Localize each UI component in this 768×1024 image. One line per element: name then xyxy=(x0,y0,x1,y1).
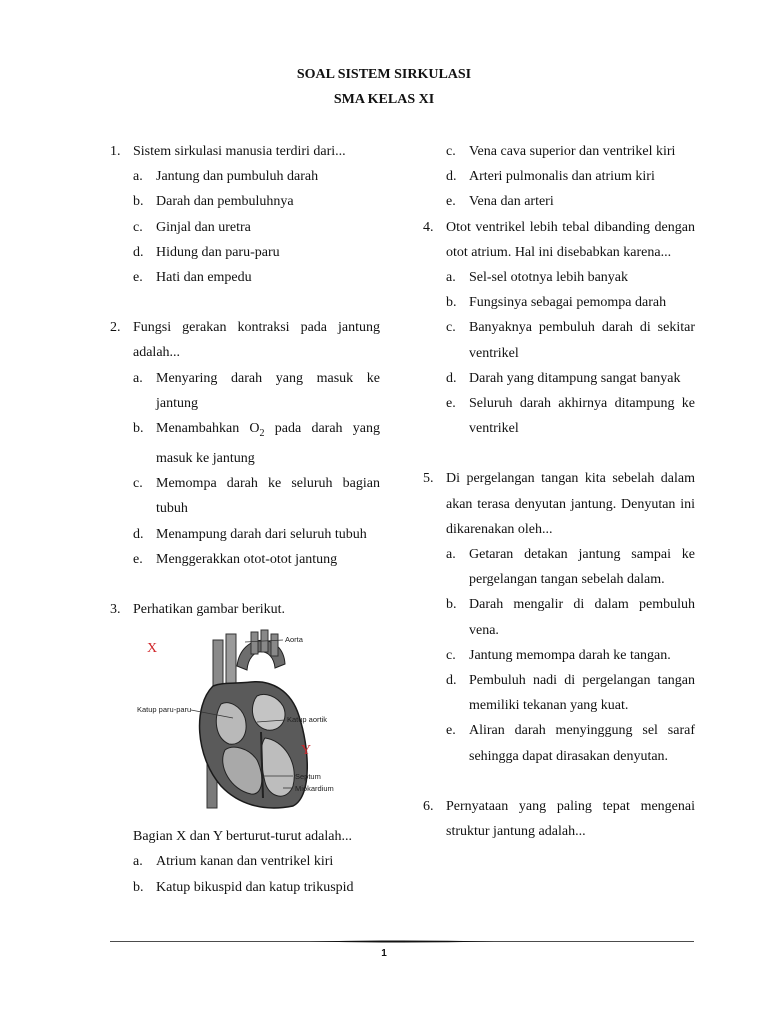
question-1 xyxy=(110,139,380,164)
option xyxy=(110,265,380,290)
option-text: Menampung darah dari seluruh tubuh xyxy=(156,526,367,542)
option-text: Menambahkan $O_2$ pada darah yang masuk ke jantung xyxy=(156,421,380,467)
option-letter: c. xyxy=(133,219,143,235)
label-miokardium: Miokardium xyxy=(295,784,334,794)
question-text: Fungsi gerakan kontraksi pada jantung adalah... xyxy=(133,320,380,361)
page-subtitle: SMA KELAS XI xyxy=(333,92,435,107)
question-number: 6. xyxy=(423,798,434,814)
option-text: Getaran detakan jantung sampai ke pergelangan tangan sebelah dalam. xyxy=(469,547,695,588)
right-column xyxy=(423,139,695,844)
left-column xyxy=(110,139,380,900)
question-3-followup: Bagian X dan Y berturut-turut adalah... xyxy=(133,829,353,845)
option-text: Sel-sel ototnya lebih banyak xyxy=(469,270,629,286)
question-3 xyxy=(110,597,380,622)
option-text: Arteri pulmonalis dan atrium kiri xyxy=(469,169,655,185)
question-text: Di pergelangan tangan kita sebelah dalam akan terasa denyutan jantung. Denyutan ini dikarenakan oleh... xyxy=(446,471,695,537)
option-text: Katup bikuspid dan katup trikuspid xyxy=(156,879,354,895)
option-text: Banyaknya pembuluh darah di sekitar ventrikel xyxy=(469,320,695,361)
option-text: Darah dan pembuluhnya xyxy=(156,194,294,210)
option-text: Vena dan arteri xyxy=(469,194,554,210)
option-text: Jantung dan pumbuluh darah xyxy=(156,169,319,185)
label-katup-aortik: Katup aortik xyxy=(287,715,328,725)
question-2 xyxy=(110,315,380,365)
option xyxy=(423,290,695,315)
option-letter: d. xyxy=(446,673,457,689)
option xyxy=(423,391,695,441)
page-number: 1 xyxy=(381,948,387,959)
heart-diagram xyxy=(133,626,368,818)
option xyxy=(110,875,380,900)
question-text: Perhatikan gambar berikut. xyxy=(133,602,286,618)
option-text: Atrium kanan dan ventrikel kiri xyxy=(156,854,334,870)
label-aorta: Aorta xyxy=(285,635,303,645)
option xyxy=(110,849,380,874)
option xyxy=(423,315,695,365)
option xyxy=(110,416,380,471)
option xyxy=(423,643,695,668)
option-letter: a. xyxy=(133,370,143,386)
figure-label-y: Y xyxy=(301,743,312,759)
option-text: Aliran darah menyinggung sel saraf sehingga dapat dirasakan denyutan. xyxy=(469,723,695,764)
question-6 xyxy=(423,794,695,844)
option-text: Vena cava superior dan ventrikel kiri xyxy=(469,144,676,159)
option-text: Darah yang ditampung sangat banyak xyxy=(469,370,681,386)
option xyxy=(423,265,695,290)
option-letter: e. xyxy=(133,270,143,286)
option-letter: a. xyxy=(446,547,456,563)
option-letter: c. xyxy=(446,320,456,336)
option-letter: d. xyxy=(133,526,144,542)
label-katup-paru: Katup paru-paru xyxy=(137,705,192,715)
option-letter: c. xyxy=(446,144,456,159)
option-text: Seluruh darah akhirnya ditampung ke ventrikel xyxy=(469,396,695,437)
option-letter: b. xyxy=(446,597,457,613)
option xyxy=(423,164,695,189)
question-text: Sistem sirkulasi manusia terdiri dari... xyxy=(133,144,346,159)
option-letter: b. xyxy=(133,879,144,895)
option-letter: e. xyxy=(446,396,456,412)
option xyxy=(110,164,380,189)
option xyxy=(423,542,695,592)
option xyxy=(110,189,380,214)
option-letter: d. xyxy=(446,169,457,185)
option xyxy=(423,139,695,164)
option xyxy=(110,547,380,572)
option-letter: e. xyxy=(446,723,456,739)
option xyxy=(423,366,695,391)
question-number: 4. xyxy=(423,219,434,235)
page-title: SOAL SISTEM SIRKULASI xyxy=(296,67,472,82)
option-letter: d. xyxy=(133,244,144,260)
option-letter: e. xyxy=(446,194,456,210)
option xyxy=(110,522,380,547)
question-text: Pernyataan yang paling tepat mengenai struktur jantung adalah... xyxy=(446,798,695,840)
option-letter: c. xyxy=(133,476,143,492)
option xyxy=(110,366,380,416)
option-letter: b. xyxy=(133,421,144,437)
option-letter: c. xyxy=(446,647,456,663)
heart-illustration xyxy=(133,626,368,818)
question-number: 5. xyxy=(423,471,434,487)
option-text: Hidung dan paru-paru xyxy=(156,244,280,260)
option-letter: d. xyxy=(446,370,457,386)
option-text: Darah mengalir di dalam pembuluh vena. xyxy=(469,597,695,638)
option-letter: a. xyxy=(446,270,456,286)
question-text: Otot ventrikel lebih tebal dibanding dengan otot atrium. Hal ini disebabkan karena... xyxy=(446,219,695,260)
option xyxy=(423,592,695,642)
option-letter: e. xyxy=(133,551,143,567)
option-text: Jantung memompa darah ke tangan. xyxy=(469,647,671,663)
question-5 xyxy=(423,466,695,542)
option-letter: b. xyxy=(133,194,144,210)
option-text: Ginjal dan uretra xyxy=(156,219,251,235)
option-letter: b. xyxy=(446,295,457,311)
option-text: Memompa darah ke seluruh bagian tubuh xyxy=(156,476,380,517)
option-letter: a. xyxy=(133,854,143,870)
option xyxy=(423,718,695,768)
question-4 xyxy=(423,215,695,265)
option-text: Pembuluh nadi di pergelangan tangan memiliki tekanan yang kuat. xyxy=(469,673,695,714)
option-text: Fungsinya sebagai pemompa darah xyxy=(469,295,667,311)
question-number: 3. xyxy=(110,602,121,618)
figure-label-x: X xyxy=(147,641,158,657)
option-text: Menyaring darah yang masuk ke jantung xyxy=(156,370,380,411)
option-text: Hati dan empedu xyxy=(156,270,252,286)
option-text: Menggerakkan otot-otot jantung xyxy=(156,551,338,567)
option xyxy=(423,668,695,718)
option-letter: a. xyxy=(133,169,143,185)
option xyxy=(423,189,695,214)
question-number: 1. xyxy=(110,144,121,159)
label-septum: Septum xyxy=(295,772,321,782)
option xyxy=(110,240,380,265)
option xyxy=(110,471,380,521)
question-number: 2. xyxy=(110,320,121,336)
option xyxy=(110,215,380,240)
footer-divider xyxy=(110,940,694,943)
